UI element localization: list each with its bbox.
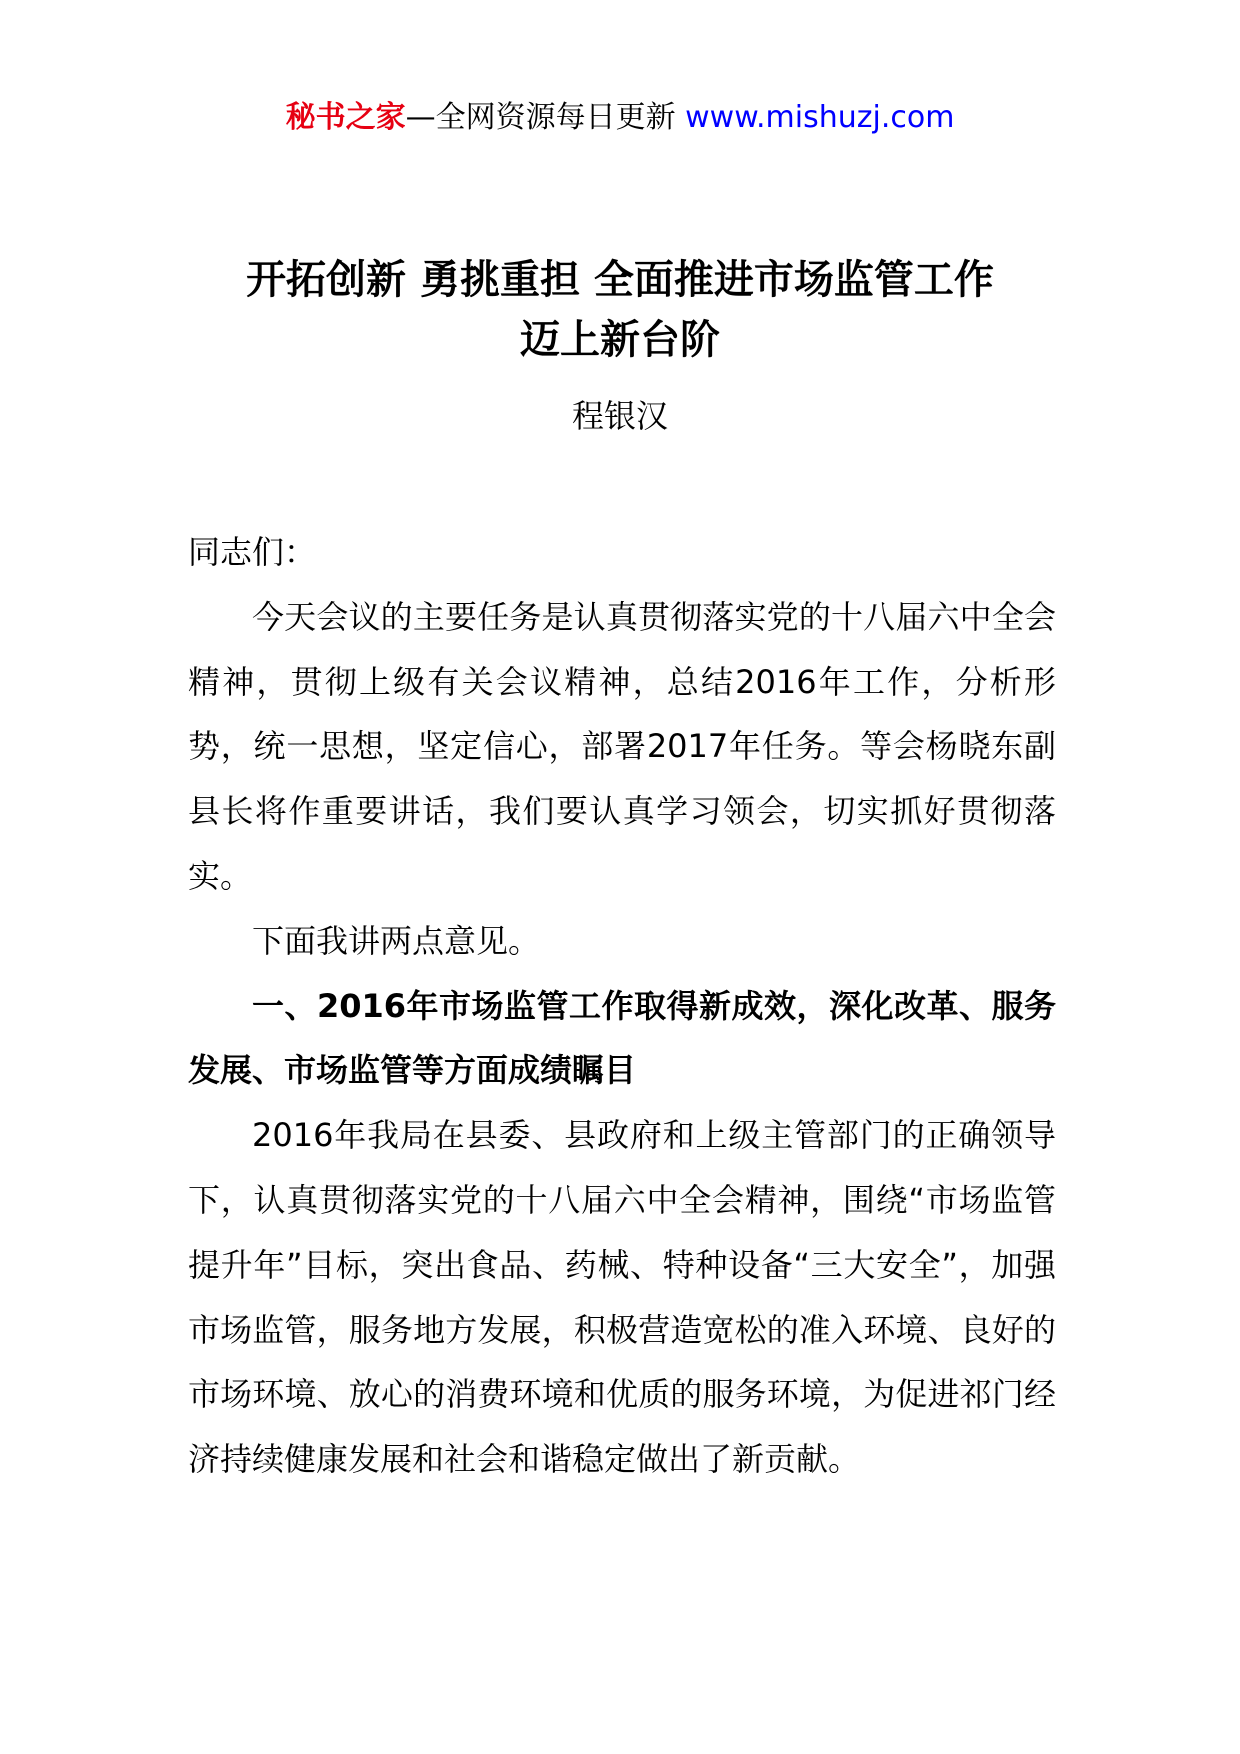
paragraph-transition: 下面我讲两点意见。 [252, 921, 541, 960]
site-header [0, 98, 1240, 138]
salutation: 同志们： [188, 533, 317, 571]
paragraph-achievements: 2016年我局在县委、县政府和上级主管部门的正确领导下，认真贯彻落实党的十八届六中全会精神，围绕“市场监管提升年”目标，突出食品、药械、特种设备“三大安全”，加强市场监管，服务地方发展，积极营造宽松的准入环境、良好的市场环境、放心的消费环境和优质的服务环境，为促进祁门经济持续健康发展和社会和谐稳定做出了新贡献。 [188, 1116, 1056, 1479]
document-title-line-1: 开拓创新 勇挑重担 全面推进市场监管工作 [246, 257, 994, 303]
document-title-line-2: 迈上新台阶 [520, 317, 720, 363]
paragraph-opening: 今天会议的主要任务是认真贯彻落实党的十八届六中全会精神，贯彻上级有关会议精神，总结2016年工作，分析形势，统一思想，坚定信心，部署2017年任务。等会杨晓东副县长将作重要讲话，我们要认真学习领会，切实抓好贯彻落实。 [188, 597, 1056, 895]
section-heading-1: 一、2016年市场监管工作取得新成效，深化改革、服务发展、市场监管等方面成绩瞩目 [188, 986, 1056, 1090]
document-title [0, 250, 1240, 370]
site-brand: 秘书之家 [285, 100, 406, 135]
site-tagline: —全网资源每日更新 [405, 100, 676, 135]
document-author: 程银汉 [571, 397, 668, 435]
site-url-link[interactable]: www.mishuzj.com [685, 100, 955, 135]
document-body [188, 520, 1056, 1492]
